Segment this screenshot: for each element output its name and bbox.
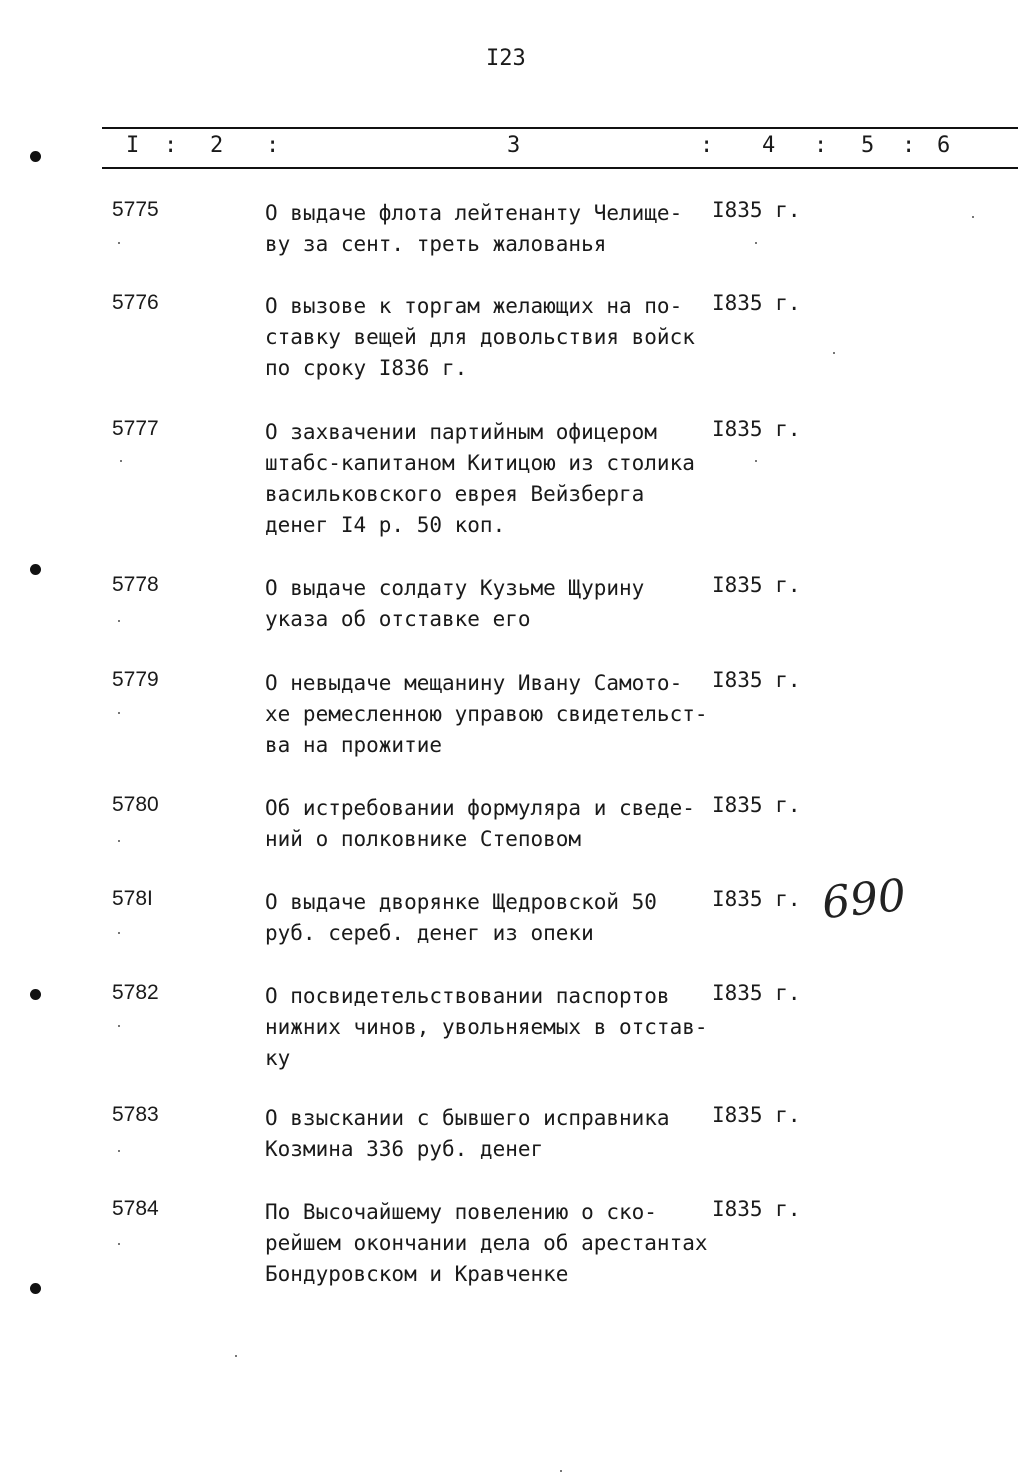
description-line: васильковского еврея Вейзберга [265, 482, 645, 506]
scan-speck [755, 242, 757, 244]
scan-speck [118, 242, 120, 244]
record-year: I835 г. [712, 1103, 801, 1127]
record-year: I835 г. [712, 793, 801, 817]
scan-speck [118, 712, 120, 714]
description-line: О захвачении партийным офицером [265, 420, 657, 444]
description-line: штабс-капитаном Китицою из столика [265, 451, 695, 475]
header-separator: : [814, 133, 828, 158]
header-col-6: 6 [937, 133, 951, 158]
record-description [265, 887, 657, 949]
header-col-2: 2 [210, 133, 224, 158]
record-year: I835 г. [712, 1197, 801, 1221]
scan-speck [118, 620, 120, 622]
record-year: I835 г. [712, 981, 801, 1005]
scan-speck [118, 1025, 120, 1027]
record-description [265, 198, 682, 260]
record-number: 5779 [112, 668, 159, 691]
description-line: По Высочайшему повелению о ско- [265, 1200, 657, 1224]
table-header-bottom-rule [102, 167, 1018, 169]
description-line: руб. сереб. денег из опеки [265, 921, 594, 945]
handwritten-note: 690 [819, 869, 909, 930]
record-year: I835 г. [712, 198, 801, 222]
scan-speck [755, 460, 757, 462]
description-line: О выдаче флота лейтенанту Челище- [265, 201, 683, 225]
scan-speck [560, 1470, 562, 1472]
description-line: О выдаче дворянке Щедровской 50 [265, 890, 657, 914]
record-number: 5782 [112, 981, 159, 1004]
description-line: денег I4 р. 50 коп. [265, 513, 506, 537]
record-year: I835 г. [712, 668, 801, 692]
record-year: I835 г. [712, 887, 801, 911]
scan-speck [118, 1150, 120, 1152]
header-separator: : [700, 133, 714, 158]
scan-speck [118, 840, 120, 842]
record-number: 5778 [112, 573, 159, 596]
description-line: ний о полковнике Степовом [265, 827, 582, 851]
description-line: О вызове к торгам желающих на по- [265, 294, 683, 318]
scan-speck [118, 1243, 120, 1245]
scan-speck [972, 216, 974, 218]
record-number: 5775 [112, 198, 159, 221]
header-col-3: 3 [507, 133, 521, 158]
description-line: О взыскании с бывшего исправника [265, 1106, 670, 1130]
binder-hole-mark [30, 1283, 41, 1294]
header-col-1: I [126, 133, 140, 158]
header-separator: : [164, 133, 178, 158]
description-line: ставку вещей для довольствия войск [265, 325, 695, 349]
scan-speck [833, 352, 835, 354]
description-line: рейшем окончании дела об арестантах [265, 1231, 708, 1255]
header-separator: : [902, 133, 916, 158]
record-number: 5783 [112, 1103, 159, 1126]
scan-speck [235, 1355, 237, 1357]
page-number: I23 [486, 46, 526, 71]
record-description [265, 793, 695, 855]
scan-speck [118, 932, 120, 934]
description-line: хе ремесленною управою свидетельст- [265, 702, 708, 726]
table-header-top-rule [102, 127, 1018, 129]
record-description [265, 1197, 708, 1290]
description-line: ва на прожитие [265, 733, 443, 757]
record-description [265, 291, 695, 384]
scan-speck [120, 460, 122, 462]
header-separator: : [266, 133, 280, 158]
record-number: 5784 [112, 1197, 159, 1220]
record-description [265, 1103, 670, 1165]
description-line: ву за сент. треть жалованья [265, 232, 607, 256]
description-line: нижних чинов, увольняемых в отстав- [265, 1015, 708, 1039]
header-col-4: 4 [762, 133, 776, 158]
record-number: 5777 [112, 417, 159, 440]
binder-hole-mark [30, 564, 41, 575]
binder-hole-mark [30, 989, 41, 1000]
description-line: О выдаче солдату Кузьме Щурину [265, 576, 645, 600]
description-line: Бондуровском и Кравченке [265, 1262, 569, 1286]
record-number: 578I [112, 887, 153, 910]
record-description [265, 981, 708, 1074]
header-col-5: 5 [861, 133, 875, 158]
record-description [265, 417, 695, 541]
record-description [265, 668, 708, 761]
description-line: О невыдаче мещанину Ивану Самото- [265, 671, 683, 695]
binder-hole-mark [30, 151, 41, 162]
record-year: I835 г. [712, 291, 801, 315]
description-line: ку [265, 1046, 291, 1070]
record-year: I835 г. [712, 417, 801, 441]
record-number: 5776 [112, 291, 159, 314]
description-line: О посвидетельствовании паспортов [265, 984, 670, 1008]
record-number: 5780 [112, 793, 159, 816]
description-line: Об истребовании формуляра и сведе- [265, 796, 695, 820]
record-description [265, 573, 644, 635]
record-year: I835 г. [712, 573, 801, 597]
description-line: Козмина 336 руб. денег [265, 1137, 544, 1161]
description-line: указа об отставке его [265, 607, 531, 631]
description-line: по сроку I836 г. [265, 356, 468, 380]
